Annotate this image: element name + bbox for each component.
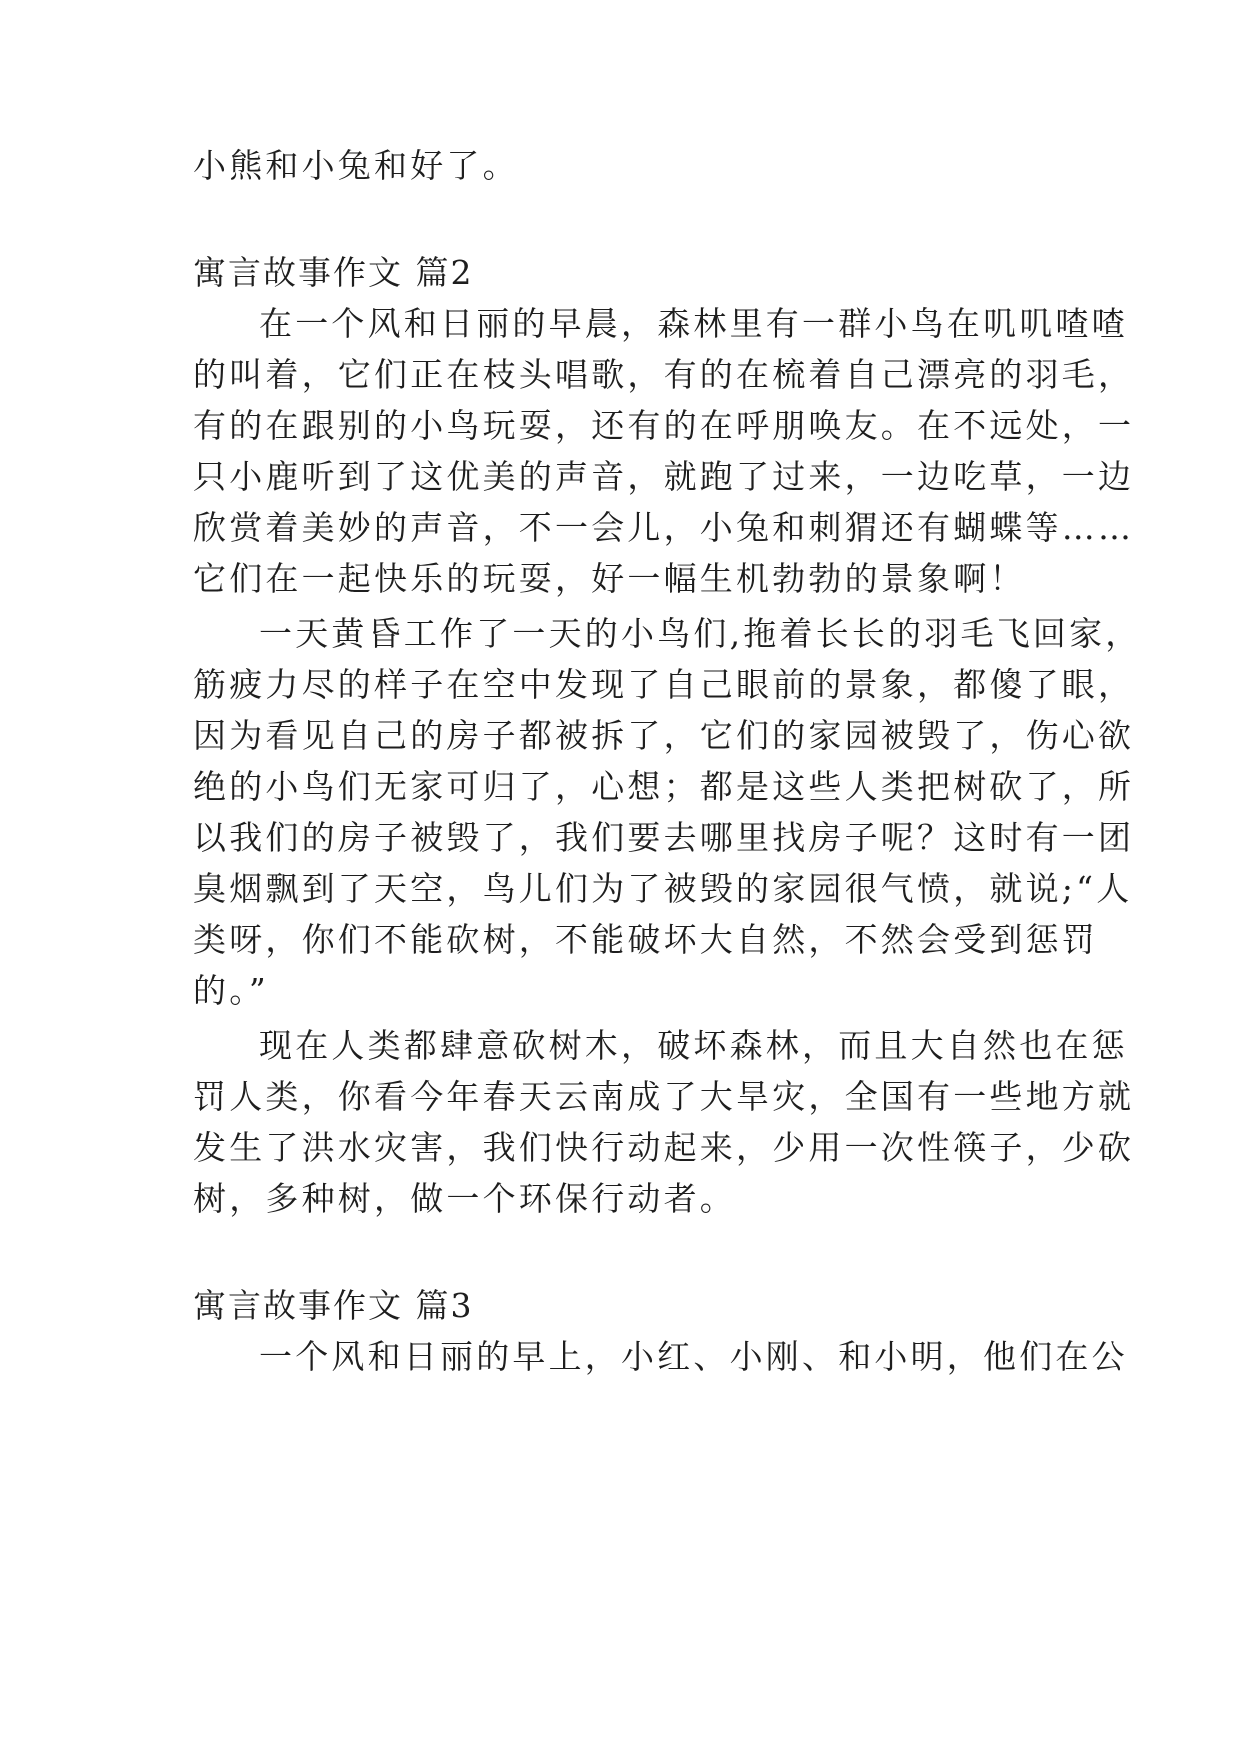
section-heading: 寓言故事作文 篇2 xyxy=(193,253,474,292)
paragraph-line: 罚人类，你看今年春天云南成了大旱灾，全国有一些地方就 xyxy=(193,1077,1135,1116)
paragraph-line: 它们在一起快乐的玩耍，好一幅生机勃勃的景象啊！ xyxy=(193,559,1026,598)
paragraph-line: 发生了洪水灾害，我们快行动起来，少用一次性筷子，少砍 xyxy=(193,1128,1135,1167)
paragraph-line: 只小鹿听到了这优美的声音，就跑了过来，一边吃草，一边 xyxy=(193,457,1135,496)
paragraph-line: 的。” xyxy=(193,971,269,1010)
paragraph-line: 绝的小鸟们无家可归了，心想；都是这些人类把树砍了，所 xyxy=(193,767,1135,806)
paragraph-line: 因为看见自己的房子都被拆了，它们的家园被毁了，伤心欲 xyxy=(193,716,1135,755)
paragraph-line: 一天黄昏工作了一天的小鸟们,拖着长长的羽毛飞回家， xyxy=(259,614,1142,653)
paragraph-line: 类呀，你们不能砍树，不能破坏大自然，不然会受到惩罚 xyxy=(193,920,1098,959)
paragraph-line: 臭烟飘到了天空，鸟儿们为了被毁的家园很气愤，就说;“人 xyxy=(193,869,1133,908)
paragraph-line: 现在人类都肆意砍树木，破坏森林，而且大自然也在惩 xyxy=(259,1026,1128,1065)
paragraph-line: 树，多种树，做一个环保行动者。 xyxy=(193,1179,736,1218)
paragraph-line: 的叫着，它们正在枝头唱歌，有的在梳着自己漂亮的羽毛， xyxy=(193,355,1135,394)
paragraph-line: 欣赏着美妙的声音，不一会儿，小兔和刺猬还有蝴蝶等…… xyxy=(193,508,1135,547)
paragraph-line: 在一个风和日丽的早晨，森林里有一群小鸟在叽叽喳喳 xyxy=(259,304,1128,343)
paragraph-line: 小熊和小兔和好了。 xyxy=(193,146,519,185)
paragraph-line: 筋疲力尽的样子在空中发现了自己眼前的景象，都傻了眼， xyxy=(193,665,1135,704)
paragraph-line: 以我们的房子被毁了，我们要去哪里找房子呢？这时有一团 xyxy=(193,818,1135,857)
paragraph-line: 有的在跟别的小鸟玩耍，还有的在呼朋唤友。在不远处，一 xyxy=(193,406,1135,445)
section-heading: 寓言故事作文 篇3 xyxy=(193,1286,474,1325)
document-page xyxy=(193,0,1142,1754)
paragraph-line: 一个风和日丽的早上，小红、小刚、和小明，他们在公 xyxy=(259,1337,1128,1376)
